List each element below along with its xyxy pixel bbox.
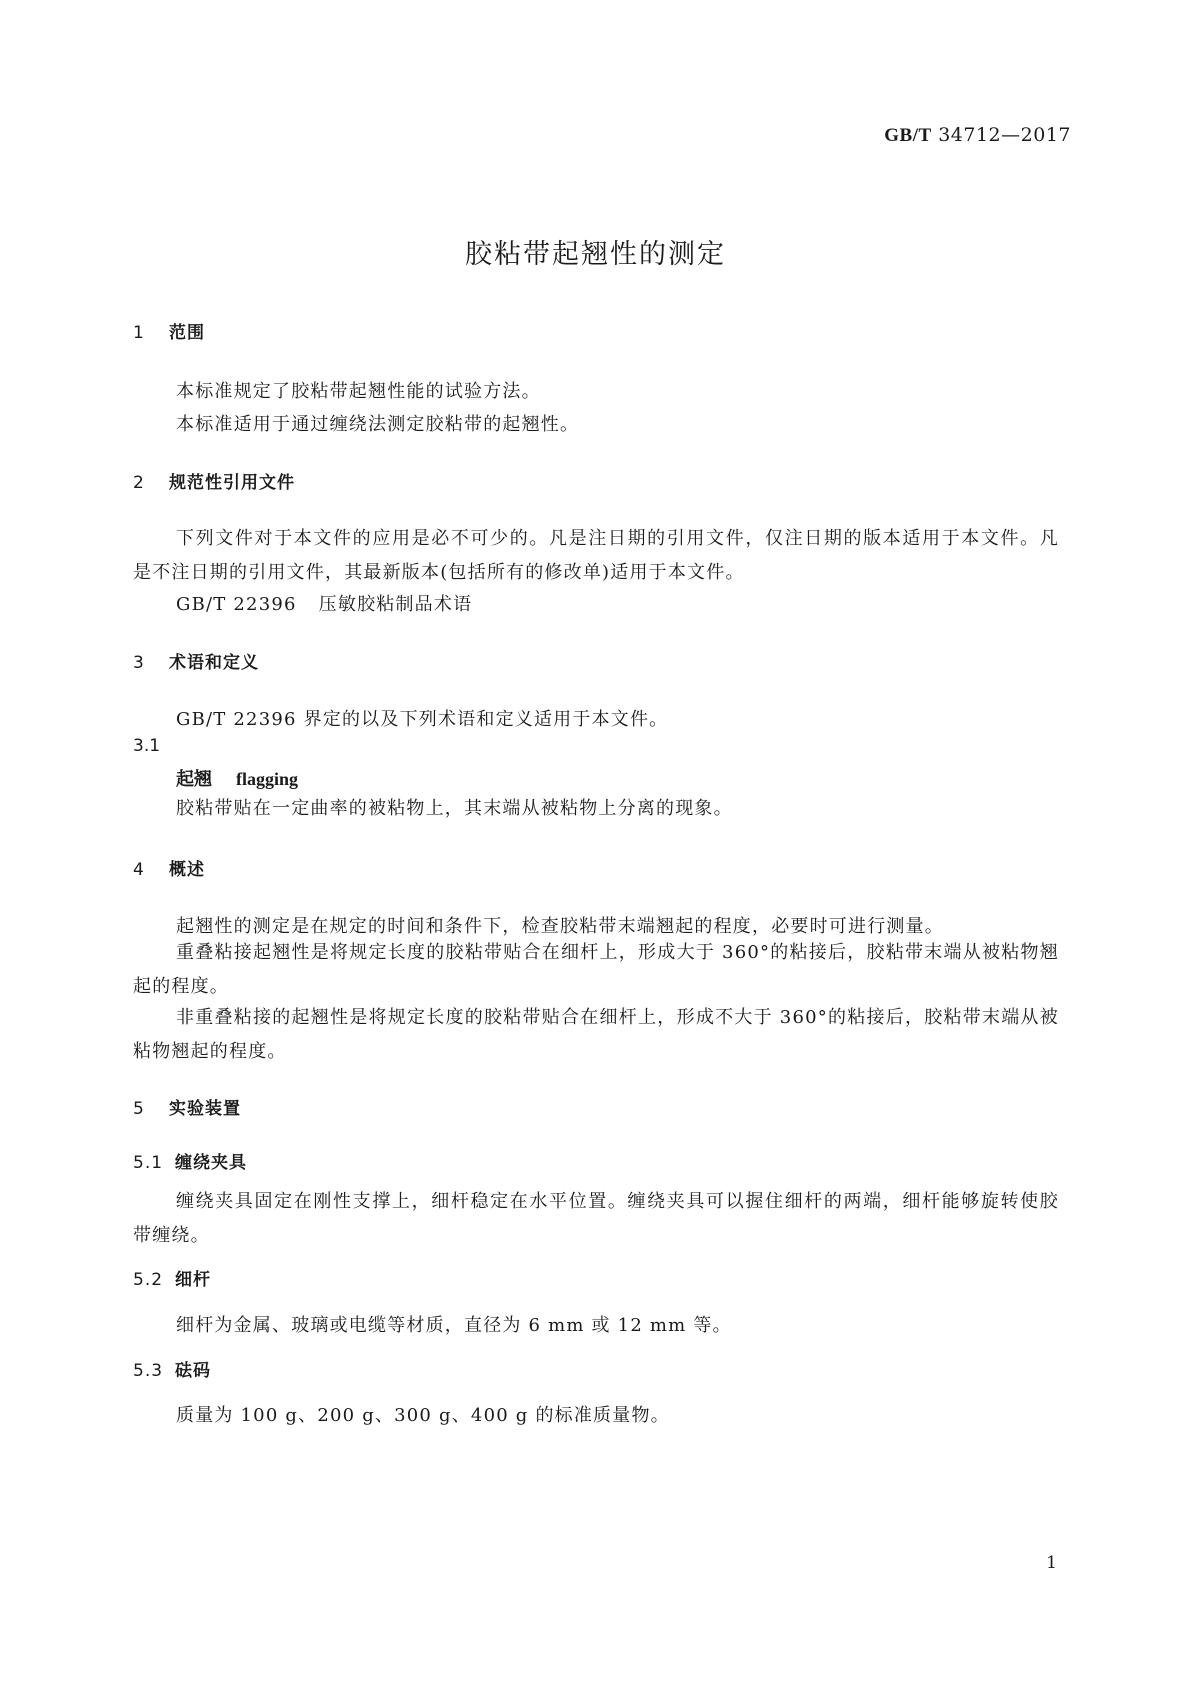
reference-code: GB/T 22396 <box>176 594 297 615</box>
page-title: 胶粘带起翘性的测定 <box>465 239 726 270</box>
section-title: 概述 <box>169 860 205 880</box>
section-number: 5.1 <box>133 1153 164 1173</box>
paragraph: 缠绕夹具固定在刚性支撑上，细杆稳定在水平位置。缠绕夹具可以握住细杆的两端，细杆能够旋转使胶带缠绕。 <box>133 1191 1059 1246</box>
section-number: 2 <box>133 473 145 493</box>
paragraph: GB/T 22396 界定的以及下列术语和定义适用于本文件。 <box>176 709 669 730</box>
section-5-1-heading <box>133 1148 247 1173</box>
section-title: 细杆 <box>175 1270 211 1290</box>
section-5-3-heading <box>133 1356 211 1381</box>
section-title: 实验装置 <box>169 1099 241 1119</box>
section-number: 1 <box>133 323 145 343</box>
section-number: 5.3 <box>133 1361 164 1381</box>
paragraph: 非重叠粘接的起翘性是将规定长度的胶粘带贴合在细杆上，形成不大于 360°的粘接后，胶粘带末端从被粘物翘起的程度。 <box>133 1007 1059 1062</box>
section-number: 5 <box>133 1099 145 1119</box>
section-4-heading <box>133 855 205 880</box>
standard-code: 34712—2017 <box>938 124 1071 146</box>
section-2-heading <box>133 468 295 493</box>
section-5-2-heading <box>133 1265 211 1290</box>
section-number: 3 <box>133 653 145 673</box>
section-3-heading <box>133 648 259 673</box>
paragraph: 质量为 100 g、200 g、300 g、400 g 的标准质量物。 <box>176 1405 670 1426</box>
term-english: flagging <box>236 769 299 789</box>
section-number: 5.2 <box>133 1270 164 1290</box>
section-title: 范围 <box>169 323 205 343</box>
section-title: 砝码 <box>175 1361 211 1381</box>
paragraph: 下列文件对于本文件的应用是必不可少的。凡是注日期的引用文件，仅注日期的版本适用于本文件。凡是不注日期的引用文件，其最新版本(包括所有的修改单)适用于本文件。 <box>133 528 1059 583</box>
page-number: 1 <box>1046 1553 1057 1573</box>
section-title: 规范性引用文件 <box>169 473 295 493</box>
paragraph: 重叠粘接起翘性是将规定长度的胶粘带贴合在细杆上，形成大于 360°的粘接后，胶粘带末端从被粘物翘起的程度。 <box>133 942 1059 997</box>
paragraph: 本标准规定了胶粘带起翘性能的试验方法。 <box>176 381 541 402</box>
section-title: 术语和定义 <box>169 653 259 673</box>
paragraph: 细杆为金属、玻璃或电缆等材质，直径为 6 mm 或 12 mm 等。 <box>176 1315 732 1336</box>
reference-title: 压敏胶粘制品术语 <box>318 594 473 615</box>
normative-reference <box>176 590 472 616</box>
section-1-heading <box>133 318 205 343</box>
paragraph: 起翘性的测定是在规定的时间和条件下，检查胶粘带末端翘起的程度，必要时可进行测量。 <box>176 916 944 937</box>
standard-prefix: GB/T <box>884 125 932 146</box>
term-definition: 胶粘带贴在一定曲率的被粘物上，其末端从被粘物上分离的现象。 <box>176 798 733 819</box>
standard-number <box>884 124 1071 147</box>
term-chinese: 起翘 <box>176 769 212 790</box>
paragraph: 本标准适用于通过缠绕法测定胶粘带的起翘性。 <box>176 414 580 435</box>
section-number: 4 <box>133 860 145 880</box>
term-number: 3.1 <box>133 736 161 756</box>
section-title: 缠绕夹具 <box>175 1153 247 1173</box>
section-5-heading <box>133 1094 241 1119</box>
term-entry <box>176 765 298 791</box>
